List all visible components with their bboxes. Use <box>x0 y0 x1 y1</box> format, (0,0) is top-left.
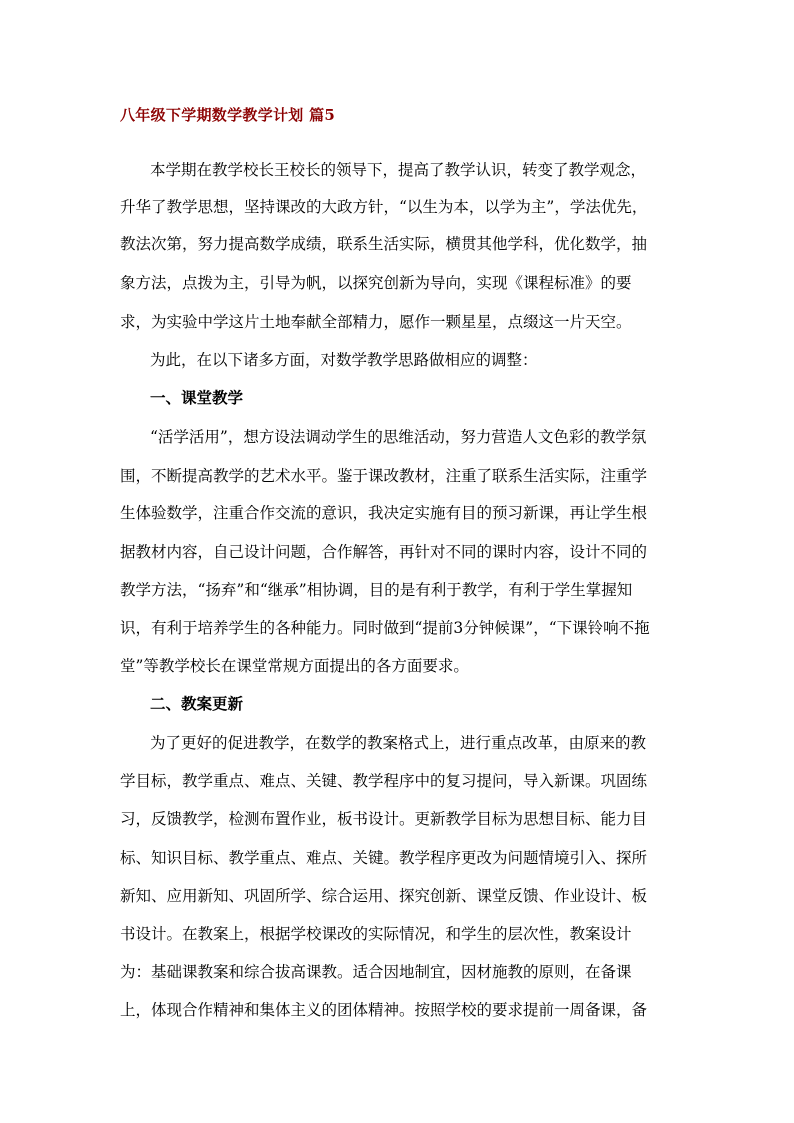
paragraph-line: 上，体现合作精神和集体主义的团体精神。按照学校的要求提前一周备课，备 <box>120 1001 648 1019</box>
paragraph-line: 学目标，教学重点、难点、关键、教学程序中的复习提问，导入新课。巩固练 <box>120 772 648 790</box>
paragraph-line: 求，为实验中学这片土地奉献全部精力，愿作一颗星星，点缀这一片天空。 <box>120 313 632 331</box>
paragraph-line: 教学方法，“扬弃”和“继承”相协调，目的是有利于教学，有利于学生掌握知 <box>120 581 633 599</box>
paragraph-line: 为了更好的促进教学，在数学的教案格式上，进行重点改革，由原来的教 <box>150 734 647 752</box>
section-heading: 二、教案更新 <box>150 694 244 713</box>
paragraph-line: 习，反馈教学，检测布置作业，板书设计。更新教学目标为思想目标、能力目 <box>120 810 648 828</box>
paragraph-line: 围，不断提高教学的艺术水平。鉴于课改教材，注重了联系生活实际，注重学 <box>120 467 648 485</box>
paragraph-line: “活学活用”，想方设法调动学生的思维活动，努力营造人文色彩的教学氛 <box>150 428 647 446</box>
section-heading: 一、课堂教学 <box>150 388 244 407</box>
paragraph-line: 教法次第，努力提高数学成绩，联系生活实际，横贯其他学科，优化数学，抽 <box>120 235 648 253</box>
paragraph-line: 据教材内容，自己设计问题，合作解答，再针对不同的课时内容，设计不同的 <box>120 543 648 561</box>
paragraph-line: 书设计。在教案上，根据学校课改的实际情况，和学生的层次性，教案设计 <box>120 925 632 943</box>
paragraph-line: 新知、应用新知、巩固所学、综合运用、探究创新、课堂反馈、作业设计、板 <box>120 887 648 905</box>
paragraph-line: 为：基础课教案和综合拔高课教。适合因地制宜，因材施教的原则，在备课 <box>120 963 632 981</box>
paragraph-line: 标、知识目标、教学重点、难点、关键。教学程序更改为问题情境引入、探所 <box>120 849 648 867</box>
paragraph-line: 生体验数学，注重合作交流的意识，我决定实施有目的预习新课，再让学生根 <box>120 504 648 522</box>
paragraph-line: 升华了教学思想，坚持课改的大政方针，“以生为本，以学为主”，学法优先， <box>120 198 648 216</box>
paragraph-line: 堂”等教学校长在课堂常规方面提出的各方面要求。 <box>120 657 469 675</box>
paragraph-line: 识，有利于培养学生的各种能力。同时做到“提前3分钟候课”，“下课铃响不拖 <box>120 619 650 637</box>
paragraph-line: 为此，在以下诸多方面，对数学教学思路做相应的调整： <box>150 351 538 369</box>
document-title: 八年级下学期数学教学计划 篇5 <box>120 106 336 124</box>
paragraph-line: 象方法，点拨为主，引导为帆，以探究创新为导向，实现《课程标准》的要 <box>120 274 632 292</box>
paragraph-line: 本学期在教学校长王校长的领导下，提高了教学认识，转变了教学观念， <box>150 161 647 179</box>
